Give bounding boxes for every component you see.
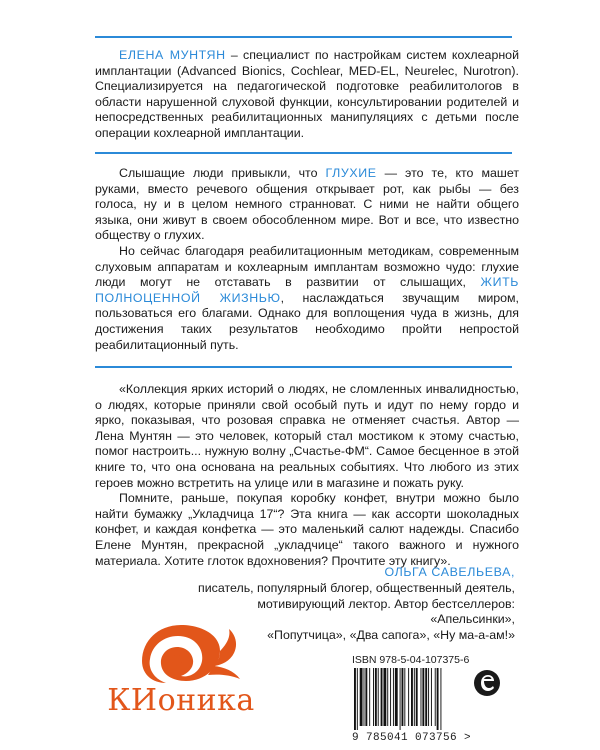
eksmo-logo-icon: [473, 669, 501, 697]
middle-divider-top: [95, 152, 512, 154]
barcode-bar: [390, 668, 391, 726]
barcode-bar: [421, 668, 422, 726]
barcode-bar: [400, 668, 401, 730]
top-divider: [95, 36, 512, 38]
barcode-bar: [383, 668, 386, 726]
review-quote: [95, 382, 519, 569]
publisher-name: КИоника: [107, 683, 255, 718]
intro-paragraph-1: [95, 166, 519, 244]
barcode-bar: [425, 668, 427, 726]
intro2-text-after: , наслаждаться звучащим миром, пользоваться его благами. Однако для воплощения чуда в жизнь, для достижения таких результатов необходимо пройти непростой реабилитационный путь.: [95, 290, 520, 352]
barcode-bar: [387, 668, 388, 726]
barcode-bar: [360, 668, 363, 726]
intro2-text-before: Но сейчас благодаря реабилитационным методикам, современным слуховым аппаратам и кохлеарным имплантам возможно чудо: глухие люди могут не отставать в развитии от слышащих,: [95, 244, 519, 290]
author-bio: [95, 48, 519, 142]
barcode-bar: [373, 668, 374, 726]
barcode-bar: [375, 668, 377, 726]
middle-divider-bottom: [95, 366, 512, 368]
publisher-logo: [96, 623, 261, 733]
attribution-line-2: мотивирующий лектор. Автор бестселлеров: «Апельсинки»,: [257, 596, 515, 627]
barcode-bar: [364, 668, 365, 726]
intro1-text-before: Слышащие люди привыкли, что: [119, 166, 326, 180]
barcode: [352, 668, 472, 730]
barcode-bar: [437, 668, 439, 730]
barcode-block: [352, 654, 472, 746]
barcode-bar: [411, 668, 413, 726]
barcode-bar: [408, 668, 409, 726]
barcode-bar: [422, 668, 424, 726]
barcode-bar: [428, 668, 429, 726]
barcode-bar: [440, 668, 441, 730]
barcode-bar: [354, 668, 356, 730]
intro-paragraph-2: [95, 244, 519, 353]
attribution-line-3: «Попутчица», «Два сапога», «Ну ма-а-ам!»: [267, 628, 515, 643]
barcode-bar: [414, 668, 415, 726]
intro1-highlight: ГЛУХИЕ: [325, 166, 377, 180]
bio-author-name: ЕЛЕНА МУНТЯН: [119, 48, 226, 62]
barcode-bar: [402, 668, 404, 726]
intro1-text-after: — это те, кто машет руками, вместо речевого общения открывает рот, как рыбы — без голоса, ну и в целом немного странноват. С ними не найти общего языка, они живут в своем обособленном мире. Вот и все, что известно обществу о глухих.: [95, 166, 519, 243]
attribution-name: ОЛЬГА САВЕЛЬЕВА,: [384, 565, 515, 579]
barcode-bar: [357, 668, 358, 730]
barcode-bar: [369, 668, 370, 726]
barcode-bar: [365, 668, 367, 726]
barcode-number: 9 785041 073756 >: [352, 732, 472, 744]
barcode-bar: [435, 668, 436, 726]
quote-paragraph-2: Помните, раньше, покупая коробку конфет, внутри можно было найти бумажку „Укладчица 17“? Эта книга — как ассорти шоколадных конфет, и каждая конфетка — это маленький салют надежды. Спасибо Елене Мунтян, прекрасной „укладчице“ такого важного и нужного материала. Хотите глоток вдохновения? Прочтите эту книгу».: [95, 491, 519, 568]
barcode-bar: [404, 668, 405, 726]
barcode-bar: [395, 668, 398, 726]
quote-paragraph-1: «Коллекция ярких историй о людях, не сломленных инвалидностью, о людях, которые приняли свой особый путь и идут по нему гордо и ярко, показывая, что розовая справка не отменяет счастья. Автор — Лена Мунтян — это человек, который стал мостиком к этому счастью, помог настроить... нужную волну „Счастье-ФМ“. Самое бесценное в этой книге то, что она основана на реальных событиях. Что любого из этих героев можно встретить на улице или в магазине и пожать руку.: [95, 382, 519, 490]
attribution-line-1: писатель, популярный блогер, общественный деятель,: [198, 580, 515, 595]
intro2-highlight: ЖИТЬ ПОЛНОЦЕННОЙ ЖИЗНЬЮ: [95, 275, 519, 305]
bio-text: – специалист по настройкам систем кохлеарной имплантации (Advanced Bionics, Cochlear, MED-EL, Neurelec, Nurotron). Специализируется на педагогической подготовке реабилитологов в области нарушенной слуховой функции, консультировании родителей и непосредственных реабилитационных манипуляциях с детьми после операции кохлеарной имплантации.: [95, 48, 519, 140]
barcode-bar: [378, 668, 379, 726]
barcode-bar: [416, 668, 418, 726]
snail-shell-icon: [96, 623, 266, 685]
barcode-bar: [381, 668, 383, 726]
barcode-bar: [431, 668, 432, 726]
barcode-bar: [393, 668, 394, 726]
isbn-label: ISBN 978-5-04-107375-6: [352, 654, 470, 666]
